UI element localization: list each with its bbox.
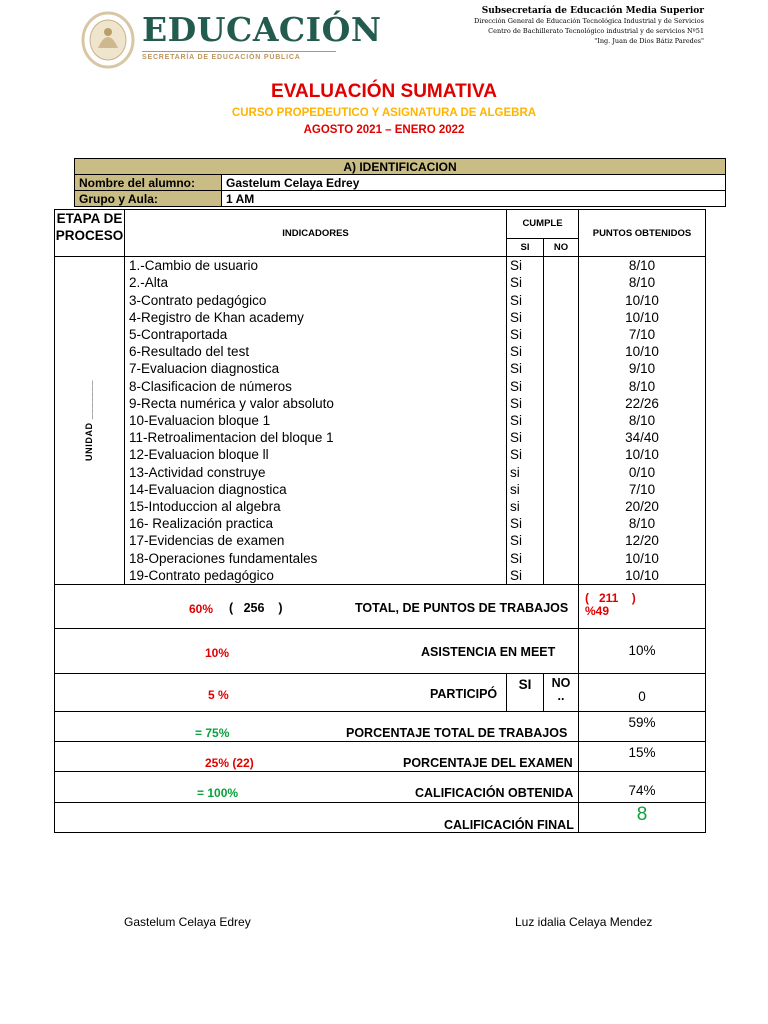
student-label: Nombre del alumno: <box>75 175 222 191</box>
si-mark: Si <box>510 327 523 343</box>
institution-line: "Ing. Juan de Dios Bátiz Paredes" <box>594 37 704 45</box>
educacion-logo-text: EDUCACIÓN <box>142 10 382 49</box>
total-count: ( 256 ) <box>229 600 283 615</box>
indicator-item: 9-Recta numérica y valor absoluto <box>129 395 334 411</box>
si-mark: Si <box>510 361 523 377</box>
si-mark: Si <box>510 533 523 549</box>
points-cell <box>579 257 706 585</box>
student-signature: Gastelum Celaya Edrey <box>124 915 251 929</box>
points-value: 8/10 <box>628 258 656 274</box>
institution-block <box>474 6 704 46</box>
si-mark: si <box>510 481 520 497</box>
indicator-item: 14-Evaluacion diagnostica <box>129 481 287 497</box>
si-mark: Si <box>510 275 523 291</box>
indicators-header: INDICADORES <box>125 210 507 257</box>
meet-value: 10% <box>579 629 706 674</box>
si-mark: Si <box>510 395 523 411</box>
points-value: 8/10 <box>628 275 656 291</box>
total-value-percent: %49 <box>585 604 610 619</box>
total-row <box>55 585 579 629</box>
evaluation-table <box>54 209 706 833</box>
indicator-item: 11-Retroalimentacion del bloque 1 <box>129 430 334 446</box>
total-value: ( 211 ) <box>585 591 636 606</box>
etapa-header: ETAPA DE PROCESO <box>55 210 125 257</box>
points-value: 10/10 <box>625 550 659 566</box>
points-value: 12/20 <box>625 533 659 549</box>
exam-percent: 25% (22) <box>205 755 254 770</box>
institution-line: Subsecretaría de Educación Media Superior <box>481 6 704 16</box>
identification-table <box>74 158 726 207</box>
si-mark: si <box>510 499 520 515</box>
institution-line: Dirección General de Educación Tecnológica Industrial y de Servicios <box>474 17 704 25</box>
exam-label: PORCENTAJE DEL EXAMEN <box>403 755 573 770</box>
no-cell <box>544 257 579 585</box>
points-value: 20/20 <box>625 499 659 515</box>
points-header: PUNTOS OBTENIDOS <box>579 210 706 257</box>
indicator-item: 17-Evidencias de examen <box>129 533 285 549</box>
final-row <box>55 803 579 833</box>
si-mark: Si <box>510 516 523 532</box>
indicator-item: 13-Actividad construye <box>129 464 266 480</box>
obtained-value: 74% <box>579 772 706 803</box>
si-mark: Si <box>510 309 523 325</box>
obtained-label: CALIFICACIÓN OBTENIDA <box>415 786 574 801</box>
si-mark: Si <box>510 292 523 308</box>
participation-no: NO <box>551 676 571 691</box>
no-header: NO <box>544 239 579 257</box>
work-value: 59% <box>579 712 706 742</box>
si-mark: Si <box>510 550 523 566</box>
indicator-item: 6-Resultado del test <box>129 344 250 360</box>
si-mark: Si <box>510 413 523 429</box>
obtained-percent: = 100% <box>197 786 239 801</box>
institution-line: Centro de Bachillerato Tecnológico industrial y de servicios Nº51 <box>488 27 704 35</box>
si-mark: Si <box>510 430 523 446</box>
points-value: 7/10 <box>628 327 656 343</box>
indicator-item: 18-Operaciones fundamentales <box>129 550 318 566</box>
meet-row <box>55 629 579 674</box>
obtained-row <box>55 772 579 803</box>
si-header: SI <box>507 239 544 257</box>
indicator-item: 7-Evaluacion diagnostica <box>129 361 280 377</box>
points-value: 8/10 <box>628 516 656 532</box>
meet-percent: 10% <box>205 646 230 661</box>
points-value: 0/10 <box>628 464 656 480</box>
work-label: PORCENTAJE TOTAL DE TRABAJOS <box>346 725 568 740</box>
si-cell <box>507 257 544 585</box>
indicator-item: 10-Evaluacion bloque 1 <box>129 413 271 429</box>
participation-no-cell <box>544 674 579 712</box>
indicator-item: 3-Contrato pedagógico <box>129 292 267 308</box>
document-title: EVALUACIÓN SUMATIVA <box>271 81 497 102</box>
points-value: 8/10 <box>628 413 656 429</box>
guardian-signature: Luz idalia Celaya Mendez <box>515 915 653 929</box>
si-mark: Si <box>510 447 523 463</box>
points-value: 10/10 <box>625 567 659 583</box>
participation-value: 0 <box>579 674 706 712</box>
identification-heading: A) IDENTIFICACION <box>75 159 726 175</box>
unit-label: UNIDAD _______ <box>83 380 94 462</box>
group-label: Grupo y Aula: <box>75 191 222 207</box>
indicator-item: 19-Contrato pedagógico <box>129 567 274 583</box>
indicator-item: 1.-Cambio de usuario <box>129 258 259 274</box>
points-value: 8/10 <box>628 378 656 394</box>
cumple-header: CUMPLE <box>507 210 579 239</box>
indicator-item: 16- Realización practica <box>129 516 274 532</box>
period-subtitle: AGOSTO 2021 – ENERO 2022 <box>303 124 465 136</box>
work-row <box>55 712 579 742</box>
participation-percent: 5 % <box>208 687 229 702</box>
points-value: 10/10 <box>625 344 659 360</box>
points-value: 9/10 <box>628 361 656 377</box>
total-label: TOTAL, DE PUNTOS DE TRABAJOS <box>355 600 569 615</box>
indicator-item: 12-Evaluacion bloque ll <box>129 447 269 463</box>
course-subtitle: CURSO PROPEDEUTICO Y ASIGNATURA DE ALGEBRA <box>231 107 537 119</box>
work-percent: = 75% <box>195 725 230 740</box>
si-mark: si <box>510 464 520 480</box>
exam-value: 15% <box>579 742 706 772</box>
indicator-item: 4-Registro de Khan academy <box>129 309 304 325</box>
points-value: 10/10 <box>625 292 659 308</box>
si-mark: Si <box>510 258 523 274</box>
points-value: 22/26 <box>625 395 659 411</box>
meet-label: ASISTENCIA EN MEET <box>421 645 556 660</box>
logo-subtitle: SECRETARÍA DE EDUCACIÓN PÚBLICA <box>142 54 301 61</box>
logo-divider <box>142 51 336 52</box>
si-mark: Si <box>510 378 523 394</box>
indicator-item: 15-Intoduccion al algebra <box>129 499 281 515</box>
indicator-item: 2.-Alta <box>129 275 169 291</box>
points-value: 7/10 <box>628 481 656 497</box>
points-value: 10/10 <box>625 447 659 463</box>
student-name: Gastelum Celaya Edrey <box>222 175 726 191</box>
unit-cell <box>55 257 125 585</box>
total-percent: 60% <box>189 601 214 616</box>
si-mark: Si <box>510 344 523 360</box>
total-value-cell <box>579 585 706 629</box>
group-value: 1 AM <box>222 191 726 207</box>
participation-no-dots: .. <box>557 689 565 704</box>
points-value: 10/10 <box>625 309 659 325</box>
points-value: 34/40 <box>625 430 659 446</box>
indicator-item: 5-Contraportada <box>129 327 228 343</box>
exam-row <box>55 742 579 772</box>
indicator-item: 8-Clasificacion de números <box>129 378 292 394</box>
mexico-seal-logo <box>80 8 136 70</box>
participation-row <box>55 674 507 712</box>
si-mark: Si <box>510 567 523 583</box>
indicators-cell <box>125 257 507 585</box>
final-label: CALIFICACIÓN FINAL <box>444 817 574 832</box>
participation-si: SI <box>507 674 544 712</box>
final-grade: 8 <box>579 803 706 833</box>
participation-label: PARTICIPÓ <box>430 686 498 701</box>
